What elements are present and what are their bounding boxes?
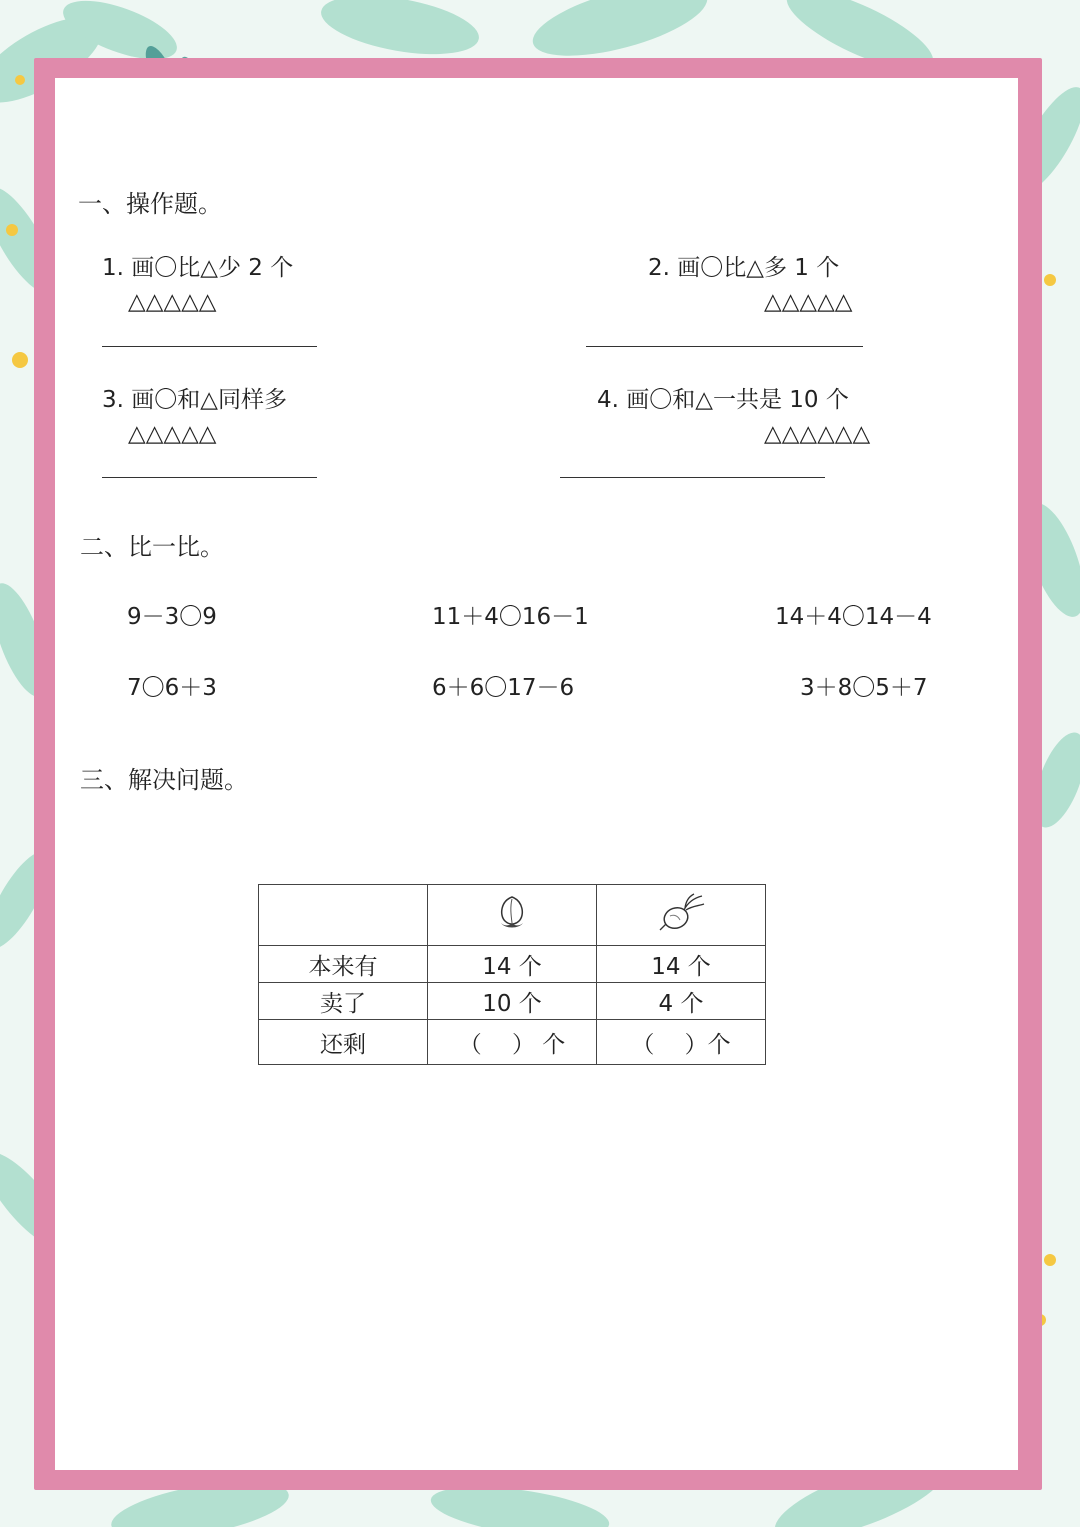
radish-original-count: 14 个 [597,946,766,983]
section3-heading: 三、解决问题。 [80,766,248,794]
compare-item-3[interactable]: 14＋4〇14－4 [775,604,932,630]
radish-sold-count: 4 个 [597,983,766,1020]
task3-prompt: 3. 画〇和△同样多 [102,387,287,413]
task4-triangles: △△△△△△ [764,421,871,447]
radish-icon [656,892,706,932]
task2-answer-line[interactable] [586,346,863,347]
peach-icon [495,893,529,931]
task1-triangles: △△△△△ [128,289,217,315]
section2-heading: 二、比一比。 [80,533,224,561]
compare-item-5[interactable]: 6＋6〇17－6 [432,675,575,701]
table-corner-cell [259,885,428,946]
task1-answer-line[interactable] [102,346,317,347]
section1-heading: 一、操作题。 [78,190,222,218]
compare-item-1[interactable]: 9－3〇9 [127,604,217,630]
task1-prompt: 1. 画〇比△少 2 个 [102,255,294,281]
radish-remaining-blank[interactable]: （ ）个 [597,1020,766,1065]
peach-sold-count: 10 个 [428,983,597,1020]
row-label-remaining: 还剩 [259,1020,428,1065]
sales-table [258,884,766,1065]
task2-prompt: 2. 画〇比△多 1 个 [648,255,840,281]
compare-item-6[interactable]: 3＋8〇5＋7 [800,675,928,701]
row-label-sold: 卖了 [259,983,428,1020]
task4-answer-line[interactable] [560,477,825,478]
compare-item-2[interactable]: 11＋4〇16－1 [432,604,589,630]
task2-triangles: △△△△△ [764,289,853,315]
row-label-original: 本来有 [259,946,428,983]
peach-original-count: 14 个 [428,946,597,983]
task3-triangles: △△△△△ [128,421,217,447]
peach-remaining-blank[interactable]: （ ） 个 [428,1020,597,1065]
task4-prompt: 4. 画〇和△一共是 10 个 [597,387,849,413]
radish-header-cell [597,885,766,946]
task3-answer-line[interactable] [102,477,317,478]
compare-item-4[interactable]: 7〇6＋3 [127,675,217,701]
peach-header-cell [428,885,597,946]
